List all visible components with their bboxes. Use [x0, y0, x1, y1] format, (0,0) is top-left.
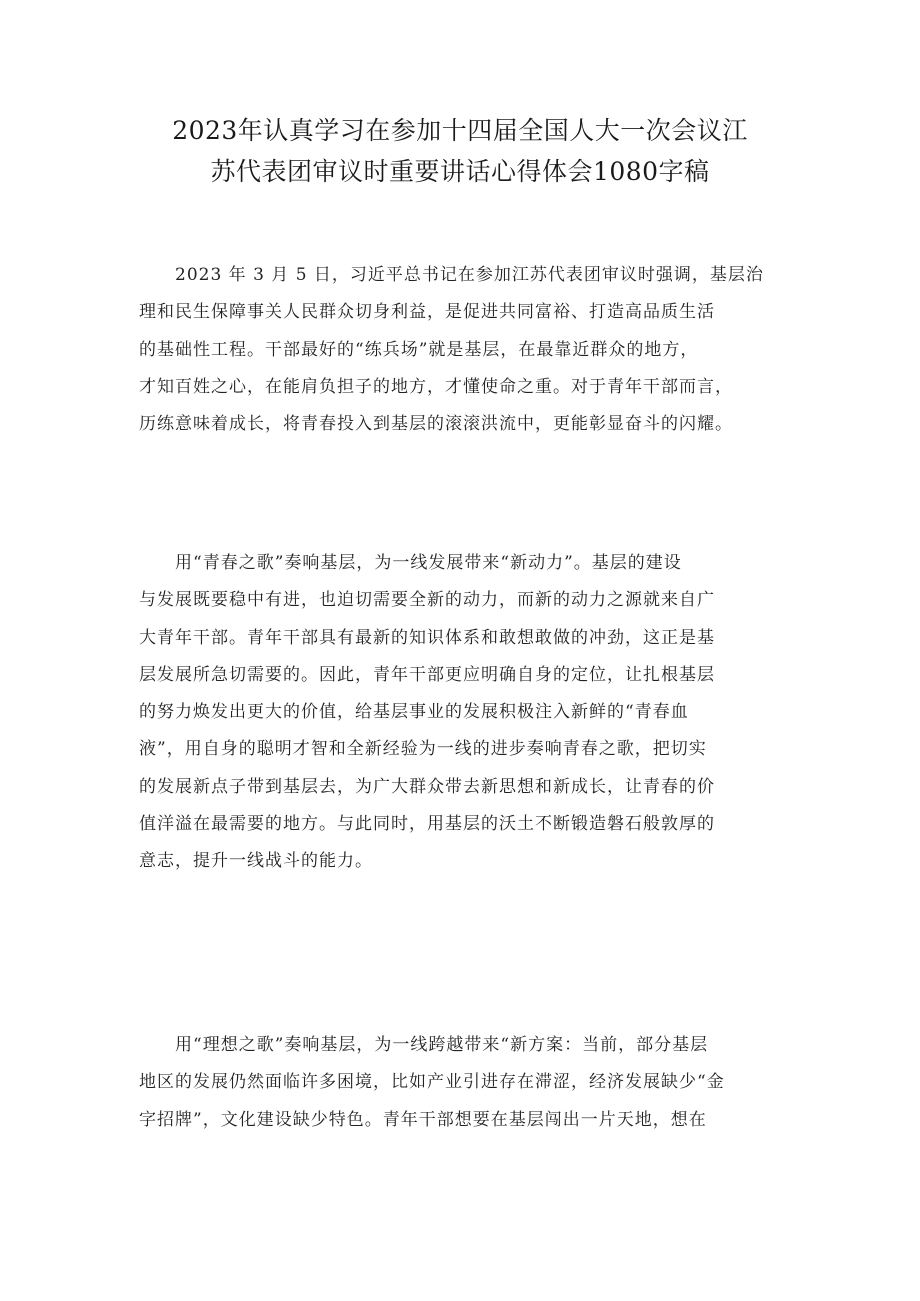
paragraph-line: 用“理想之歌”奏响基层，为一线跨越带来“新方案：当前，部分基层: [175, 1035, 709, 1055]
paragraph-line: 的基础性工程。干部最好的“练兵场”就是基层，在最靠近群众的地方，: [139, 339, 699, 360]
paragraph-line: 地区的发展仍然面临许多困境，比如产业引进存在滞涩，经济发展缺少“金: [139, 1072, 725, 1093]
paragraph-line: 意志，提升一线战斗的能力。: [139, 851, 373, 872]
paragraph-line: 值洋溢在最需要的地方。与此同时，用基层的沃土不断锻造磐石般敦厚的: [139, 814, 715, 835]
paragraph-line: 层发展所急切需要的。因此，青年干部更应明确自身的定位，让扎根基层: [139, 664, 715, 685]
paragraph-2: [139, 545, 804, 881]
paragraph-line: 2023 年 3 月 5 日，习近平总书记在参加江苏代表团审议时强调，基层治: [175, 265, 764, 285]
title-line-1: 2023年认真学习在参加十四届全国人大一次会议江: [172, 116, 748, 145]
paragraph-3: [139, 1027, 804, 1139]
paragraph-line: 大青年干部。青年干部具有最新的知识体系和敢想敢做的冲劲，这正是基: [139, 627, 715, 648]
document-title: [90, 110, 830, 192]
paragraph-line: 才知百姓之心，在能肩负担子的地方，才懂使命之重。对于青年干部而言，: [139, 376, 733, 397]
paragraph-line: 的努力焕发出更大的价值，给基层事业的发展积极注入新鲜的“青春血: [139, 702, 689, 723]
paragraph-line: 液”，用自身的聪明才智和全新经验为一线的进步奏响青春之歌，把切实: [139, 739, 707, 760]
paragraph-line: 理和民生保障事关人民群众切身利益，是促进共同富裕、打造高品质生活: [139, 302, 715, 323]
title-line-2: 苏代表团审议时重要讲话心得体会1080字稿: [210, 157, 710, 186]
paragraph-line: 字招牌”，文化建设缺少特色。青年干部想要在基层闯出一片天地，想在: [139, 1109, 707, 1130]
paragraph-line: 历练意味着成长，将青春投入到基层的滚滚洪流中，更能彰显奋斗的闪耀。: [139, 414, 733, 435]
paragraph-1: [139, 257, 804, 443]
paragraph-line: 与发展既要稳中有进，也迫切需要全新的动力，而新的动力之源就来自广: [139, 590, 715, 611]
paragraph-line: 的发展新点子带到基层去，为广大群众带去新思想和新成长，让青春的价: [139, 776, 715, 797]
paragraph-line: 用“青春之歌”奏响基层，为一线发展带来“新动力”。基层的建设: [175, 553, 682, 573]
